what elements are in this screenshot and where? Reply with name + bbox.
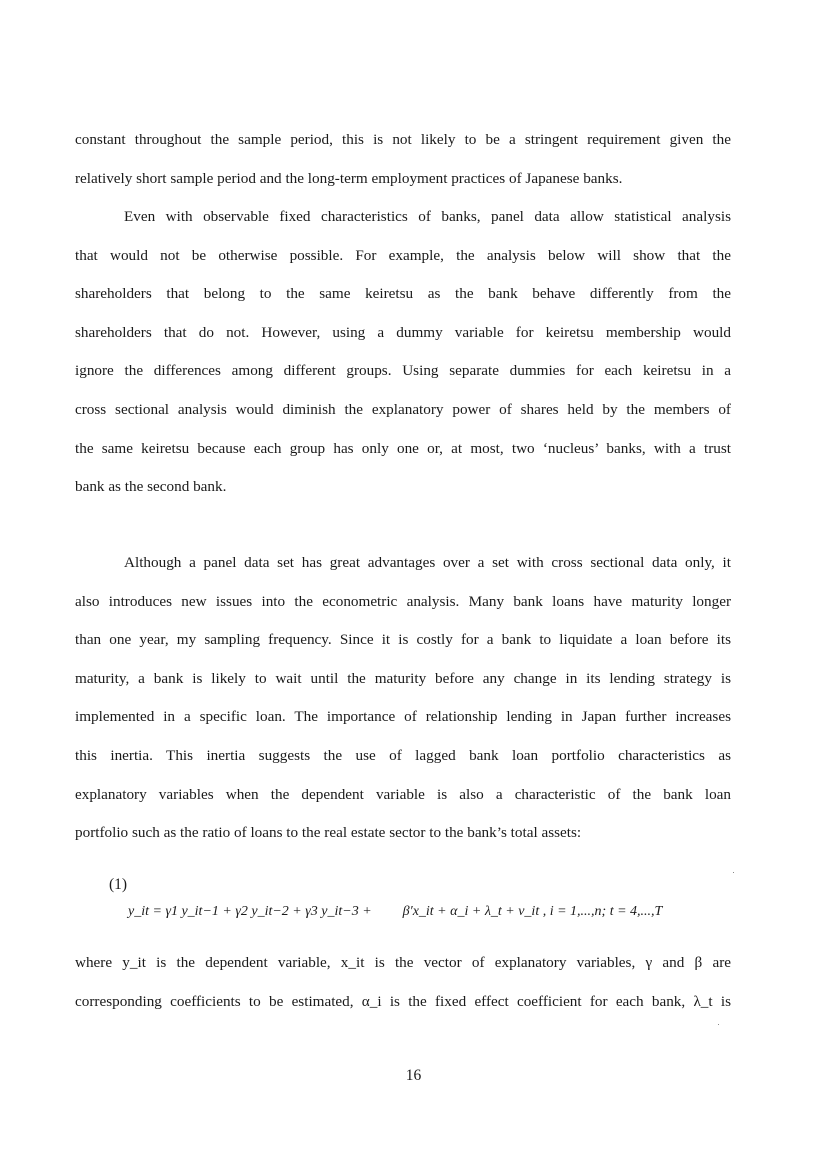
paragraph-1 (75, 121, 731, 198)
paragraph-3 (75, 544, 731, 853)
text-line: portfolio such as the ratio of loans to the real estate sector to the bank’s total assets: (75, 824, 582, 842)
text-line: bank as the second bank. (75, 478, 227, 496)
scan-speck (718, 1024, 719, 1025)
text-line: corresponding coefficients to be estimated, α_i is the fixed effect coefficient for each bank, λ_t is (75, 992, 731, 1010)
text-line: this inertia. This inertia suggests the use of lagged bank loan portfolio characteristics as (75, 746, 731, 764)
paragraph-4 (75, 944, 731, 1021)
text-line: where y_it is the dependent variable, x_it is the vector of explanatory variables, γ and β are (75, 954, 731, 971)
text-line: than one year, my sampling frequency. Since it is costly for a bank to liquidate a loan before its (75, 631, 731, 649)
scan-speck (733, 872, 734, 873)
text-line: constant throughout the sample period, this is not likely to be a stringent requirement given the (75, 131, 731, 148)
paragraph-2 (75, 198, 731, 507)
text-line: Even with observable fixed characteristics of banks, panel data allow statistical analysis (124, 208, 731, 225)
equation-lhs: y_it = γ1 y_it−1 + γ2 y_it−2 + γ3 y_it−3 + (128, 904, 372, 919)
text-line: explanatory variables when the dependent variable is also a characteristic of the bank loan (75, 785, 731, 803)
text-line: shareholders that do not. However, using a dummy variable for keiretsu membership would (75, 323, 731, 341)
equation (128, 904, 688, 920)
text-line: relatively short sample period and the long-term employment practices of Japanese banks. (75, 169, 623, 187)
text-line: ignore the differences among different groups. Using separate dummies for each keiretsu in a (75, 362, 731, 380)
text-line: maturity, a bank is likely to wait until the maturity before any change in its lending strategy is (75, 669, 731, 687)
text-line: also introduces new issues into the econometric analysis. Many bank loans have maturity longer (75, 592, 731, 610)
text-line: Although a panel data set has great advantages over a set with cross sectional data only, it (124, 554, 731, 571)
text-line: cross sectional analysis would diminish the explanatory power of shares held by the members of (75, 400, 731, 418)
text-line: implemented in a specific loan. The importance of relationship lending in Japan further increases (75, 708, 731, 726)
text-line: that would not be otherwise possible. For example, the analysis below will show that the (75, 246, 731, 264)
equation-number: (1) (109, 876, 128, 893)
text-line: shareholders that belong to the same keiretsu as the bank behave differently from the (75, 285, 731, 303)
text-line: the same keiretsu because each group has only one or, at most, two ‘nucleus’ banks, with a trust (75, 439, 731, 457)
equation-rhs: β′x_it + α_i + λ_t + v_it , i = 1,...,n; t = 4,...,T (402, 904, 663, 919)
page-number: 16 (405, 1067, 422, 1084)
